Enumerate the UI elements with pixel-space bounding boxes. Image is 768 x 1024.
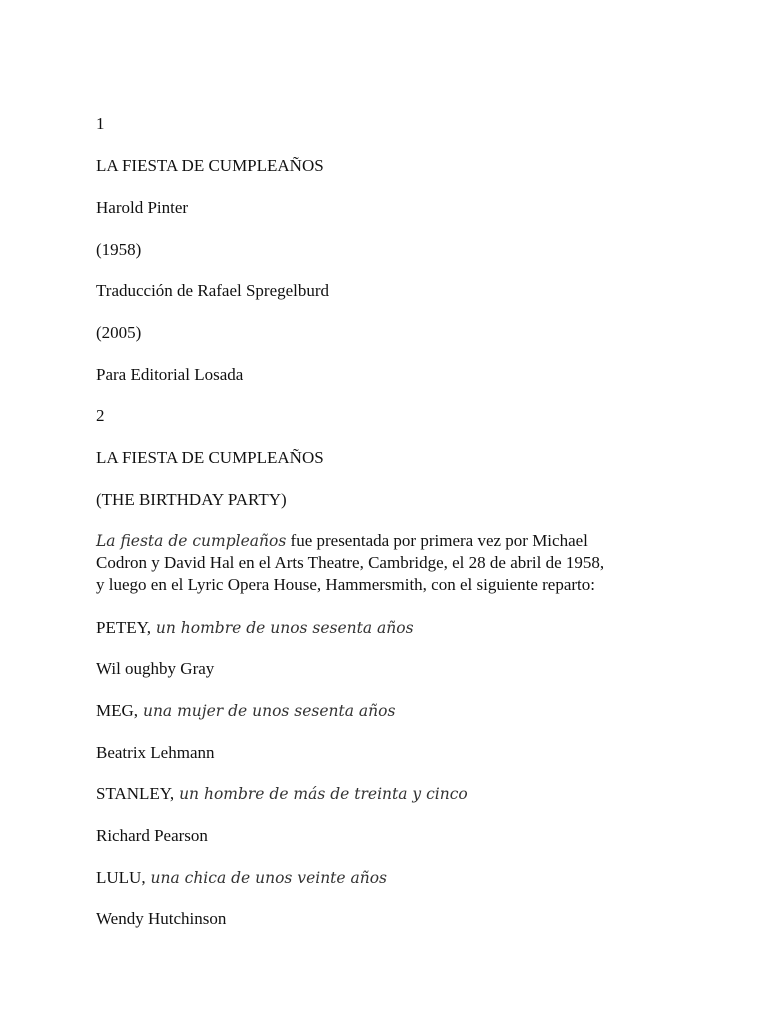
actor-stanley: Richard Pearson (96, 826, 208, 845)
actor-lulu: Wendy Hutchinson (96, 909, 227, 928)
page-number-2: 2 (96, 406, 105, 425)
cast-entry-petey (96, 617, 672, 639)
character-name: PETEY, (96, 618, 151, 637)
translation-credit: Traducción de Rafael Spregelburd (96, 281, 330, 300)
intro-line-1 (96, 530, 676, 552)
cast-entry-lulu (96, 867, 672, 889)
actor-petey: Wil oughby Gray (96, 659, 215, 678)
character-name: MEG, (96, 701, 139, 720)
character-name: STANLEY, (96, 784, 175, 803)
cast-entry-stanley (96, 783, 672, 805)
intro-line-2: Codron y David Hal en el Arts Theatre, Cambridge, el 28 de abril de 1958, (96, 553, 605, 572)
play-title: LA FIESTA DE CUMPLEAÑOS (96, 156, 324, 175)
character-description: una chica de unos veinte años (145, 869, 388, 887)
actor-meg: Beatrix Lehmann (96, 743, 215, 762)
intro-line-1-rest: fue presentada por primera vez por Michael (286, 531, 588, 550)
intro-paragraph (96, 530, 676, 596)
translation-year: (2005) (96, 323, 142, 342)
intro-play-title: La fiesta de cumpleaños (96, 532, 287, 550)
publisher-line: Para Editorial Losada (96, 365, 244, 384)
original-title: (THE BIRTHDAY PARTY) (96, 490, 287, 509)
character-description: una mujer de unos sesenta años (138, 702, 396, 720)
character-description: un hombre de más de treinta y cinco (174, 785, 468, 803)
intro-line-3: y luego en el Lyric Opera House, Hammersmith, con el siguiente reparto: (96, 575, 595, 594)
author-name: Harold Pinter (96, 198, 189, 217)
page-number-1: 1 (96, 114, 105, 133)
publication-year: (1958) (96, 240, 142, 259)
cast-entry-meg (96, 700, 672, 722)
play-title-2: LA FIESTA DE CUMPLEAÑOS (96, 448, 324, 467)
character-name: LULU, (96, 868, 146, 887)
character-description: un hombre de unos sesenta años (150, 619, 414, 637)
